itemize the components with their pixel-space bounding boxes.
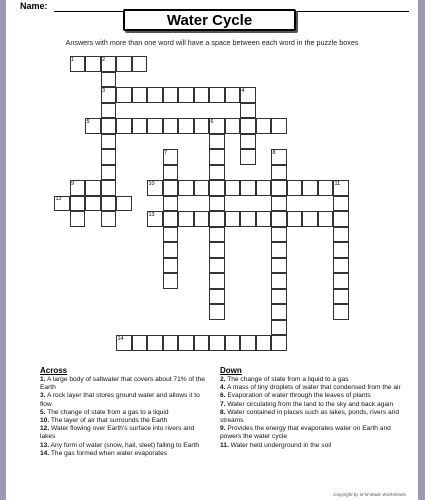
grid-cell[interactable] — [178, 180, 194, 196]
grid-cell[interactable] — [101, 165, 117, 181]
grid-cell[interactable] — [116, 196, 132, 212]
across-clue — [40, 376, 208, 392]
grid-cell[interactable] — [271, 196, 287, 212]
clue-number: 4. — [220, 384, 226, 392]
grid-cell[interactable] — [194, 180, 210, 196]
grid-cell[interactable] — [225, 335, 241, 351]
clue-text: Water contained in places such as lakes, ponds, rivers and streams — [220, 408, 399, 425]
grid-cell[interactable] — [225, 211, 241, 227]
grid-cell[interactable] — [178, 87, 194, 103]
grid-cell[interactable] — [101, 211, 117, 227]
clue-number: 1. — [40, 376, 46, 383]
grid-cell[interactable] — [163, 242, 179, 258]
grid-cell[interactable] — [70, 180, 86, 196]
clues-section — [6, 366, 418, 500]
grid-cell[interactable] — [101, 118, 117, 134]
grid-cell[interactable] — [256, 335, 272, 351]
grid-cell[interactable] — [271, 320, 287, 336]
grid-cell[interactable] — [163, 335, 179, 351]
grid-cell[interactable] — [101, 72, 117, 88]
grid-cell[interactable] — [70, 56, 86, 72]
grid-cell[interactable] — [147, 335, 163, 351]
grid-cell[interactable] — [271, 180, 287, 196]
grid-cell[interactable] — [333, 180, 349, 196]
clue-number-label: 13 — [148, 211, 155, 218]
grid-cell[interactable] — [271, 242, 287, 258]
clue-number-label: 12 — [55, 196, 62, 202]
down-clue — [220, 425, 410, 441]
down-column — [220, 366, 410, 450]
grid-cell[interactable] — [116, 87, 132, 103]
grid-cell[interactable] — [318, 180, 334, 196]
clue-text: Any form of water (snow, hail, sleet) falling to Earth — [49, 441, 200, 449]
grid-cell[interactable] — [147, 211, 163, 227]
down-clue — [220, 392, 410, 400]
instructions: Answers with more than one word will have a space between each word in the puzzle boxes — [65, 38, 359, 47]
grid-cell[interactable] — [209, 335, 225, 351]
grid-cell[interactable] — [318, 211, 334, 227]
grid-cell[interactable] — [271, 258, 287, 274]
across-clue — [40, 417, 208, 425]
grid-cell[interactable] — [163, 149, 179, 165]
clue-number: 13. — [40, 441, 50, 449]
grid-cell[interactable] — [132, 118, 148, 134]
grid-cell[interactable] — [240, 149, 256, 165]
clue-number: 10. — [40, 417, 50, 425]
grid-cell[interactable] — [116, 56, 132, 72]
clue-text: A mass of tiny droplets of water that condensed from the air — [225, 384, 401, 392]
grid-cell[interactable] — [101, 149, 117, 165]
clue-number: 9. — [220, 425, 226, 433]
clue-number: 5. — [40, 408, 46, 416]
grid-cell[interactable] — [85, 180, 101, 196]
grid-cell[interactable] — [271, 211, 287, 227]
grid-cell[interactable] — [85, 118, 101, 134]
grid-cell[interactable] — [256, 180, 272, 196]
grid-cell[interactable] — [178, 335, 194, 351]
grid-cell[interactable] — [225, 180, 241, 196]
grid-cell[interactable] — [271, 289, 287, 305]
grid-cell[interactable] — [194, 211, 210, 227]
down-list — [220, 376, 410, 450]
grid-cell[interactable] — [209, 87, 225, 103]
down-heading: Down — [220, 366, 242, 375]
grid-cell[interactable] — [132, 56, 148, 72]
grid-cell[interactable] — [271, 118, 287, 134]
clue-number: 14. — [40, 449, 50, 457]
grid-cell[interactable] — [209, 227, 225, 243]
grid-cell[interactable] — [302, 211, 318, 227]
clue-number-label: 1 — [71, 56, 75, 63]
grid-cell[interactable] — [240, 335, 256, 351]
clue-text: Water circulating from the land to the sky and back again — [225, 400, 394, 408]
grid-cell[interactable] — [101, 134, 117, 150]
grid-cell[interactable] — [85, 56, 101, 72]
grid-cell[interactable] — [101, 180, 117, 196]
down-clue — [220, 376, 410, 384]
grid-cell[interactable] — [287, 180, 303, 196]
down-clue — [220, 409, 410, 425]
grid-cell[interactable] — [101, 56, 117, 72]
grid-cell[interactable] — [70, 211, 86, 227]
grid-cell[interactable] — [225, 118, 241, 134]
clue-number: 6. — [220, 392, 226, 400]
across-clue — [40, 442, 208, 450]
clue-number-label: 3 — [102, 87, 106, 94]
clue-number-label: 14 — [117, 335, 124, 342]
grid-cell[interactable] — [209, 196, 225, 212]
clue-number: 12. — [40, 425, 50, 433]
grid-cell[interactable] — [116, 335, 132, 351]
grid-cell[interactable] — [209, 258, 225, 274]
grid-cell[interactable] — [209, 242, 225, 258]
clue-number: 11. — [220, 441, 229, 449]
grid-cell[interactable] — [116, 118, 132, 134]
worksheet — [6, 0, 418, 500]
grid-cell[interactable] — [333, 304, 349, 320]
grid-cell[interactable] — [209, 304, 225, 320]
grid-cell[interactable] — [209, 149, 225, 165]
across-column — [40, 366, 208, 458]
grid-cell[interactable] — [271, 227, 287, 243]
clue-text: A large body of saltwater that covers about 71% of the Earth — [40, 376, 205, 392]
grid-cell[interactable] — [194, 87, 210, 103]
clue-number-label: 4 — [241, 87, 245, 94]
grid-cell[interactable] — [194, 118, 210, 134]
clue-number-label: 10 — [148, 180, 155, 187]
grid-cell[interactable] — [333, 258, 349, 274]
grid-cell[interactable] — [333, 273, 349, 289]
grid-cell[interactable] — [209, 134, 225, 150]
grid-cell[interactable] — [54, 196, 70, 212]
grid-cell[interactable] — [147, 87, 163, 103]
grid-cell[interactable] — [271, 304, 287, 320]
grid-cell[interactable] — [225, 87, 241, 103]
grid-cell[interactable] — [287, 211, 303, 227]
grid-cell[interactable] — [209, 211, 225, 227]
clue-number-label: 2 — [102, 56, 106, 63]
across-clue — [40, 409, 208, 417]
clue-number: 7. — [220, 400, 226, 408]
grid-cell[interactable] — [163, 273, 179, 289]
grid-cell[interactable] — [333, 227, 349, 243]
grid-cell[interactable] — [85, 196, 101, 212]
grid-cell[interactable] — [101, 196, 117, 212]
grid-cell[interactable] — [271, 149, 287, 165]
grid-cell[interactable] — [271, 273, 287, 289]
clue-number-label: 9 — [71, 180, 75, 187]
across-clue — [40, 450, 208, 458]
clue-text: Water flowing over Earth's surface into rivers and lakes — [40, 425, 195, 441]
grid-cell[interactable] — [209, 289, 225, 305]
crossword-grid — [6, 0, 418, 360]
grid-cell[interactable] — [147, 118, 163, 134]
grid-cell[interactable] — [240, 134, 256, 150]
grid-cell[interactable] — [132, 87, 148, 103]
grid-cell[interactable] — [240, 103, 256, 119]
grid-cell[interactable] — [302, 180, 318, 196]
clue-number-label: 11 — [334, 180, 341, 187]
clue-number-label: 7 — [164, 149, 168, 156]
clue-text: The change of state from a gas to a liquid — [45, 408, 169, 416]
grid-cell[interactable] — [101, 103, 117, 119]
grid-cell[interactable] — [271, 165, 287, 181]
grid-cell[interactable] — [147, 180, 163, 196]
clue-number-label: 5 — [86, 118, 90, 125]
copyright-footer: Copyright by M M Made Worksheets — [333, 492, 406, 497]
grid-cell[interactable] — [163, 211, 179, 227]
name-label: Name: — [20, 1, 48, 11]
grid-cell[interactable] — [240, 211, 256, 227]
clue-number: 2. — [220, 376, 226, 383]
grid-cell[interactable] — [333, 242, 349, 258]
grid-cell[interactable] — [178, 118, 194, 134]
grid-cell[interactable] — [178, 211, 194, 227]
grid-cell[interactable] — [70, 196, 86, 212]
grid-cell[interactable] — [163, 227, 179, 243]
grid-cell[interactable] — [163, 258, 179, 274]
clue-number: 3. — [40, 392, 46, 400]
across-heading: Across — [40, 366, 68, 375]
clue-text: A rock layer that stores ground water and allows it to flow — [40, 392, 200, 408]
grid-cell[interactable] — [132, 335, 148, 351]
clue-text: Evaporation of water through the leaves of plants — [225, 392, 371, 400]
clue-number: 8. — [220, 408, 226, 416]
clue-number-label: 8 — [272, 149, 276, 156]
across-clue — [40, 392, 208, 408]
grid-cell[interactable] — [256, 211, 272, 227]
grid-cell[interactable] — [163, 196, 179, 212]
down-clue — [220, 401, 410, 409]
grid-cell[interactable] — [271, 335, 287, 351]
grid-cell[interactable] — [163, 180, 179, 196]
grid-cell[interactable] — [333, 289, 349, 305]
clue-text: The gas formed when water evaporates — [49, 449, 168, 457]
clue-text: The change of state from a liquid to a gas — [225, 376, 349, 383]
clue-number-label: 6 — [210, 118, 214, 125]
grid-cell[interactable] — [209, 273, 225, 289]
clue-text: Water held underground in the soil — [228, 441, 332, 449]
worksheet-title: Water Cycle — [123, 9, 296, 31]
down-clue — [220, 384, 410, 392]
grid-cell[interactable] — [209, 118, 225, 134]
grid-cell[interactable] — [209, 180, 225, 196]
grid-cell[interactable] — [163, 87, 179, 103]
grid-cell[interactable] — [240, 180, 256, 196]
grid-cell[interactable] — [163, 118, 179, 134]
grid-cell[interactable] — [209, 165, 225, 181]
across-clue — [40, 425, 208, 441]
clue-text: Provides the energy that evaporates water on Earth and powers the water cycle — [220, 425, 391, 441]
grid-cell[interactable] — [240, 118, 256, 134]
grid-cell[interactable] — [333, 196, 349, 212]
clue-text: The layer of air that surrounds the Earth — [49, 417, 168, 425]
grid-cell[interactable] — [256, 118, 272, 134]
grid-cell[interactable] — [194, 335, 210, 351]
grid-cell[interactable] — [240, 87, 256, 103]
across-list — [40, 376, 208, 458]
grid-cell[interactable] — [101, 87, 117, 103]
down-clue — [220, 442, 410, 450]
grid-cell[interactable] — [163, 165, 179, 181]
grid-cell[interactable] — [333, 211, 349, 227]
